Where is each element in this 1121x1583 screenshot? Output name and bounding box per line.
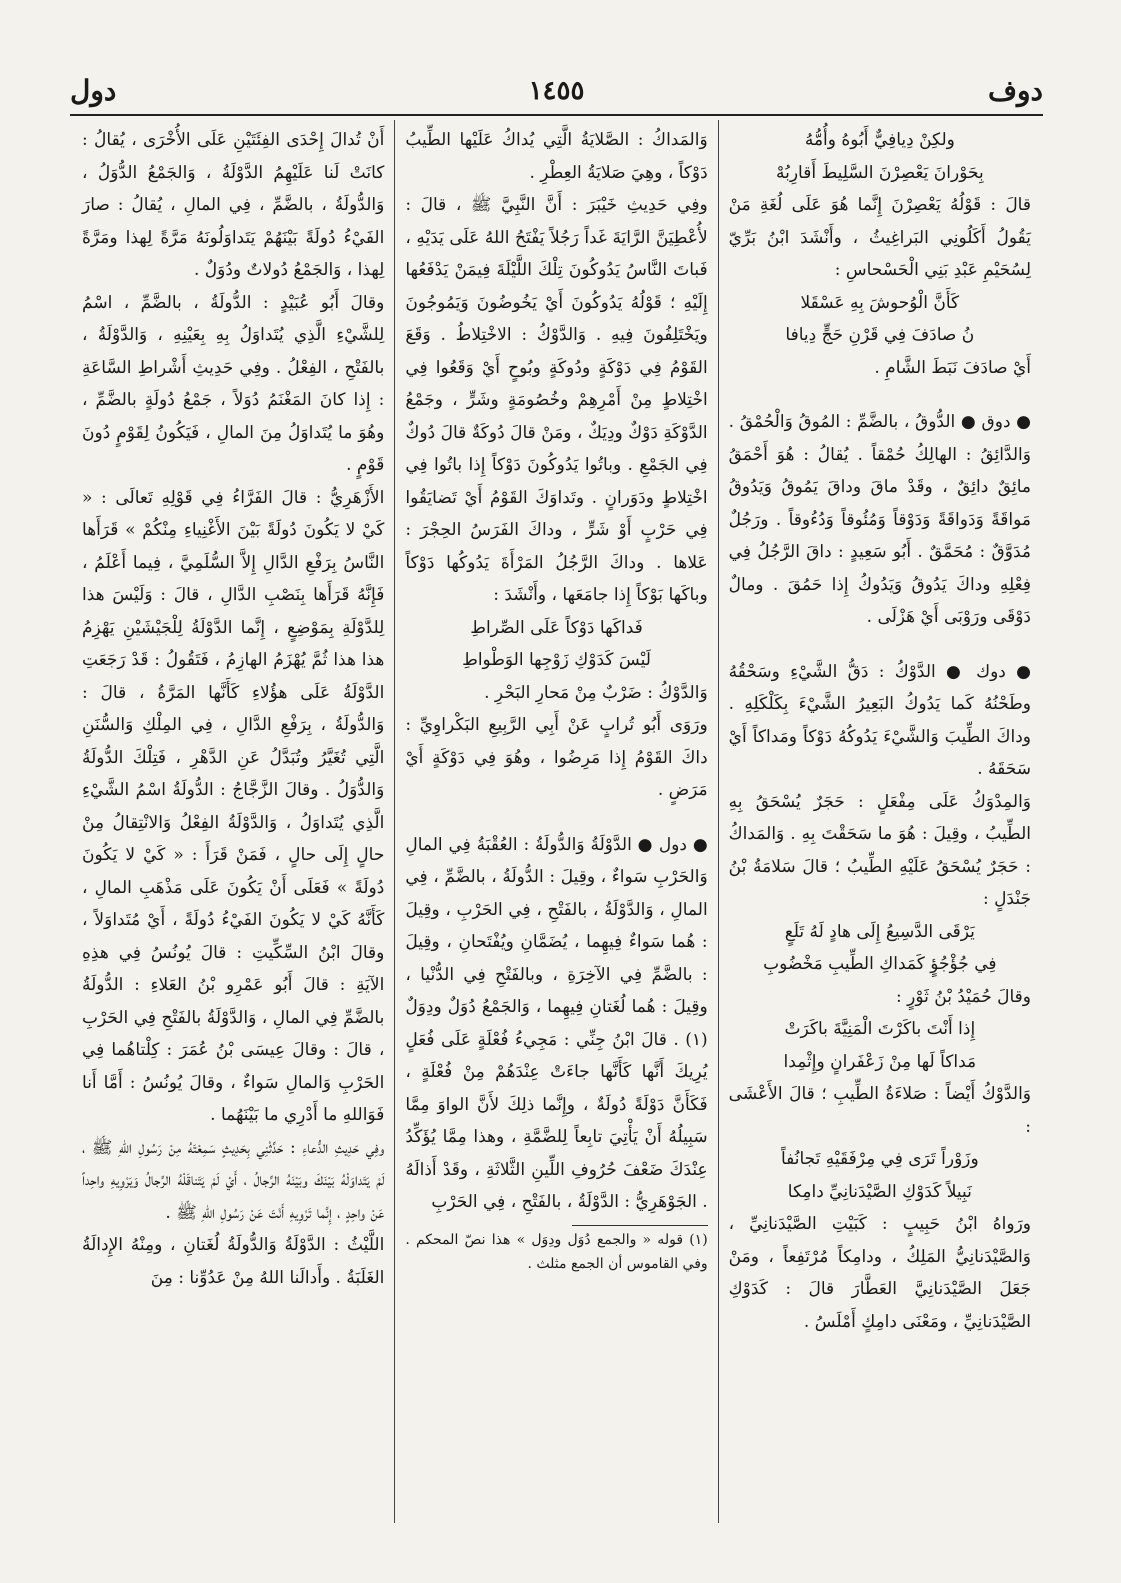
- verse-line: وزَوْراً تَرَى فِي مِرْفَقَيْهِ تَجانُفاً: [780, 1149, 979, 1169]
- running-headword-right: دوف: [987, 74, 1043, 107]
- paragraph: وَالدَّوْكُ أَيْضاً : صَلاءَةُ الطِّيبِ ؛ قالَ الأَعْشَى :: [728, 1084, 1031, 1137]
- paragraph: اللَّيْثُ : الدَّوْلَةُ وَالدُّولَةُ لُغَتانِ ، ومِنْهُ الإِدالَةُ الغَلَبَةُ . وأَدالَنا اللهُ مِنْ عَدُوِّنا : مِنَ: [82, 1235, 385, 1288]
- verse-line: نَبِيلاً كَدَوْكِ الصَّيْدَنانِيِّ دامِكا: [787, 1181, 972, 1202]
- paragraph: وفِي حَدِيثِ خَيْبَرَ : أَنَّ النَّبِيَّ ﷺ ، قالَ : لأُعْطِيَنَّ الرَّايَةَ غَداً رَجُلاً يَفْتَحُ اللهُ عَلَى يَدَيْهِ ، فَباتَ النَّاسُ يَدُوكُونَ تِلْكَ اللَّيْلَةَ فِيمَنْ يَدْفَعُها إِلَيْهِ ؛ قَوْلُهُ يَدُوكُونَ أَيْ يَخُوضُونَ وَيَمُوجُونَ ويَخْتَلِفُونَ فِيهِ . وَالدَّوْكُ : الاخْتِلاطُ . وَقَعَ القَوْمُ فِي دَوْكَةٍ ودُوكَةٍ وبُوحٍ أَيْ وَقَعُوا فِي اخْتِلاطٍ مِنْ أَمْرِهِمْ وخُصُومَةٍ وشَرٍّ ، وجَمْعُ الدَّوْكَةِ دَوْكٌ ودِيَكٌ ، ومَنْ قالَ دُوكَةٌ قالَ دُوكٌ فِي الجَمْعِ . وباتُوا يَدُوكُونَ دَوْكاً إِذا باتُوا فِي اخْتِلاطٍ ودَوَرانٍ . وتَداوَكَ القَوْمُ أَيْ تَضايَقُوا فِي حَرْبٍ أَوْ شَرٍّ ، وداكَ الفَرَسُ الحِجْرَ : عَلاها . وداكَ الرَّجُلُ المَرْأَةَ يَدُوكُها دَوْكاً وباكَها بَوْكاً إِذا جامَعَها ، وأَنْشَدَ :: [405, 195, 708, 605]
- paragraph: وقالَ أَبُو عُبَيْدٍ : الدُّولَةُ ، بالضَّمِّ ، اسْمُ لِلشَّيْءِ الَّذِي يُتَداوَلُ بِهِ بِعَيْنِهِ ، وَالدَّوْلَةُ ، بالفَتْحِ ، الفِعْلُ . وفِي حَدِيثِ أَشْراطِ السَّاعَةِ : إِذا كانَ المَغْنَمُ دُوَلاً ، جَمْعُ دُولَةٍ بالضَّمِّ ، وهُوَ ما يُتَداوَلُ مِنَ المالِ ، فَيَكُونُ لِقَوْمٍ دُونَ قَوْمٍ .: [82, 292, 385, 475]
- footnote: (١) قوله « والجمع دُوَل ودِوَل » هذا نصّ المحكم . وفي القاموس أن الجمع مثلث .: [405, 1231, 708, 1272]
- running-headword-left: دول: [70, 74, 117, 107]
- verse-line: مَداكاً لَها مِنْ زَعْفَرانٍ وإِثْمِدا: [783, 1051, 977, 1072]
- verse-line: بِحَوْرانَ يَعْصِرْنَ السَّلِيطَ أَقارِبُهْ: [775, 162, 984, 183]
- verse-line: نُ صادَفَ فِي قَرْنِ حَجٍّ دِيافا: [785, 325, 975, 345]
- paragraph: الأَزْهَرِيُّ : قالَ الفَرَّاءُ فِي قَوْلِهِ تَعالَى : « كَيْ لا يَكُونَ دُولَةً بَيْنَ الأَغْنِياءِ مِنْكُمْ » قَرَأَها النَّاسُ بِرَفْعِ الدَّالِ إِلاَّ السُّلَمِيَّ ، فِيما أَعْلَمُ ، فَإِنَّهُ قَرَأَها بِنَصْبِ الدَّالِ ، قالَ : وَلَيْسَ هذا لِلدَّوْلَةِ بِمَوْضِعٍ ، إِنَّما الدَّوْلَةُ لِلْجَيْشَيْنِ يَهْزِمُ هذا هذا ثُمَّ يُهْزَمُ الهازِمُ ، فَتَقُولُ : قَدْ رَجَعَتِ الدَّوْلَةُ عَلَى هؤُلاءِ كَأَنَّها المَرَّةُ ، قالَ : وَالدُّولَةُ ، بِرَفْعِ الدَّالِ ، فِي المِلْكِ وَالسُّنَنِ الَّتِي تُغَيَّرُ وتُبَدَّلُ عَنِ الدَّهْرِ ، فَتِلْكَ الدُّولَةُ وَالدُّوَلُ . وقالَ الزَّجَّاجُ : الدُّولَةُ اسْمُ الشَّيْءِ الَّذِي يُتَداوَلُ ، وَالدَّوْلَةُ الفِعْلُ وَالانْتِقالُ مِنْ حالٍ إِلَى حالٍ ، فَمَنْ قَرَأَ : « كَيْ لا يَكُونَ دُولَةً » فَعَلَى أَنْ يَكُونَ عَلَى مَذْهَبِ المالِ ، كَأَنَّهُ كَيْ لا يَكُونَ الفَيْءُ دُولَةً ، أَيْ مُتَداوَلاً ، وقالَ ابْنُ السِّكِّيتِ : قالَ يُونُسُ فِي هذِهِ الآيَةِ : قالَ أَبُو عَمْرِو بْنُ العَلاءِ : الدُّولَةُ بالضَّمِّ فِي المالِ ، وَالدَّوْلَةُ بالفَتْحِ فِي الحَرْبِ ، قالَ : وقالَ عِيسَى بْنُ عُمَرَ : كِلْتاهُما فِي الحَرْبِ وَالمالِ سَواءٌ ، وقالَ يُونُسُ : أَمَّا أَنا فَوَاللهِ ما أَدْرِي ما بَيْنَهُما .: [82, 487, 385, 1125]
- verse-line: فِي جُؤْجُؤٍ كَمَداكِ الطِّيبِ مَخْضُوبِ: [763, 954, 997, 974]
- paragraph: أَيْ صادَفَ نَبَطَ الشَّامِ .: [874, 357, 1031, 378]
- footnote-rule: [572, 1225, 708, 1226]
- verse-line: ولكِنْ دِيافِيٌّ أَبُوهُ وأُمُّهُ: [804, 130, 955, 150]
- paragraph: وقالَ حُمَيْدُ بْنُ ثَوْرٍ :: [896, 986, 1031, 1007]
- paragraph: ورَوَى أَبُو تُرابٍ عَنْ أَبِي الرَّبِيعِ البَكْراوِيِّ : داكَ القَوْمُ إِذا مَرِضُوا ، وهُوَ فِي دَوْكَةٍ أَيْ مَرَضٍ .: [405, 715, 708, 800]
- page-header: [70, 70, 1043, 110]
- verse-line: إِذا أَنْتَ باكَرْتَ الْمَنِيَّةَ باكَرَتْ: [784, 1019, 976, 1039]
- paragraph: قالَ : قَوْلُهُ يَعْصِرْنَ إِنَّما هُوَ عَلَى لُغَةِ مَنْ يَقُولُ أَكَلُونِي البَراغِيثُ ، وأَنْشَدَ ابْنُ بَرِّيّ لِسُحَيْمِ عَبْدِ بَنِي الْحَسْحاسِ :: [728, 195, 1031, 280]
- entry-dwq: ● دوق ● الدُّوقُ ، بالضَّمِّ : المُوقُ وَالْحُمْقُ . وَالدَّائِقُ : الهالِكُ حُمْقاً . يُقالُ : هُوَ أَحْمَقُ مائِقٌ دائِقٌ ، وقَدْ ماقَ وداقَ يَمُوقُ وَيَدُوقُ مَواقَةً وَدَواقَةً وَدَوْقاً وَمُئُوقاً وَدُءُوقاً . ورَجُلٌ مُدَوَّقٌ : مُحَمَّقٌ . أَبُو سَعِيدٍ : داقَ الرَّجُلُ فِي فِعْلِهِ وداكَ يَدُوقُ وَيَدُوكُ إِذا حَمُقَ . ومالٌ دَوْقَى ورَوْبَى أَيْ هَزْلَى .: [728, 412, 1031, 627]
- paragraph: وفِي حَدِيثِ الدُّعاءِ : حَدِّثْنِي بِحَدِيثٍ سَمِعْتَهُ مِنْ رَسُولِ اللهِ ﷺ ، لَمْ يَتَداوَلْهُ بَيْنَكَ وبَيْنَهُ الرِّجالُ ، أَيْ لَمْ يَتَناقَلْهُ الرِّجالُ وَيَرْوِيهِ واحِداً عَنْ واحِدٍ ، إِنَّما تَرْوِيهِ أَنْتَ عَنْ رَسُولِ اللهِ ﷺ .: [82, 1137, 385, 1223]
- column-right: [719, 120, 1041, 1523]
- verse-line: يَرْقَى الدَّسِيعُ إِلَى هادٍ لَهُ تَلَعٍ: [784, 921, 975, 942]
- paragraph: وَالدَّوْكُ : ضَرْبٌ مِنْ مَحارِ البَحْرِ .: [484, 682, 708, 703]
- paragraph: أَنْ تُدالَ إِحْدَى الفِئَتَيْنِ عَلَى الأُخْرَى ، يُقالُ : كانَتْ لَنا عَلَيْهِمُ الدَّوْلَةُ ، وَالجَمْعُ الدُّوَلُ ، وَالدُّولَةُ ، بالضَّمِّ ، فِي المالِ ، يُقالُ : صارَ الفَيْءُ دُولَةً بَيْنَهُمْ يَتَداوَلُونَهُ مَرَّةً لِهذا ومَرَّةً لِهذا ، وَالجَمْعُ دُولاتٌ ودُوَلٌ .: [82, 130, 385, 280]
- text-columns: [72, 120, 1041, 1523]
- paragraph: وَالمَداكُ : الصَّلايَةُ الَّتِي يُداكُ عَلَيْها الطِّيبُ دَوْكاً ، وهِيَ صَلايَةُ العِطْرِ .: [405, 130, 708, 183]
- column-middle: [395, 120, 718, 1523]
- entry-dwl: ● دول ● الدَّوْلَةُ وَالدُّولَةُ : العُقْبَةُ فِي المالِ وَالحَرْبِ سَواءٌ ، وقِيلَ : الدُّولَةُ ، بالضَّمِّ ، فِي المالِ ، وَالدَّوْلَةُ ، بالفَتْحِ ، فِي الحَرْبِ ، وقِيلَ : هُما سَواءٌ فِيهِما ، يُضَمَّانِ ويُفْتَحانِ ، وقِيلَ : بالضَّمِّ فِي الآخِرَةِ ، وبالفَتْحِ فِي الدُّنْيا ، وقِيلَ : هُما لُغَتانِ فِيهِما ، وَالجَمْعُ دُوَلٌ ودِوَلٌ (١) . قالَ ابْنُ جِنِّي : مَجِيءُ فُعْلَةٍ عَلَى فُعَلٍ يُرِيكَ أَنَّها كَأَنَّها جاءَتْ عِنْدَهُمْ مِنْ فُعْلَةٍ ، فَكَأَنَّ دَوْلَةً دُولَةٌ ، وإِنَّما ذلِكَ لأَنَّ الواوَ مِمَّا سَبِيلُهُ أَنْ يَأْتِيَ تابِعاً لِلضَّمَّةِ ، وهذا مِمَّا يُؤَكِّدُ عِنْدَكَ ضَعْفَ حُرُوفِ اللِّينِ الثَّلاثَةِ ، وقَدْ أَذالَهُ . الجَوْهَرِيُّ : الدَّوْلَةُ ، بالفَتْحِ ، فِي الحَرْبِ: [405, 834, 708, 1212]
- paragraph: ورَواهُ ابْنُ حَبِيبٍ : كَبَيْتِ الصَّيْدَنانِيِّ ، وَالصَّيْدَنانِيُّ المَلِكُ ، ودامِكاً مُرْتَفِعاً ، ومَنْ جَعَلَ الصَّيْدَنانِيَّ العَطَّارَ قالَ : كَدَوْكِ الصَّيْدَنانِيِّ ، ومَعْنَى دامِكٍ أَمْلَسُ .: [728, 1214, 1031, 1332]
- verse-line: كَأَنَّ الْوُحوشَ بِهِ عَسْقَلا: [800, 292, 960, 313]
- verse-line: فَداكَها دَوْكاً عَلَى الصِّراطِ: [470, 617, 643, 638]
- header-rule: [70, 114, 1043, 116]
- entry-dwk: ● دوك ● الدَّوْكُ : دَقُّ الشَّيْءِ وسَحْقُهُ وطَحْنُهُ كَما يَدُوكُ البَعِيرُ الشَّيْءَ بِكَلْكَلِهِ . وداكَ الطِّيبَ وَالشَّيْءَ يَدُوكُهُ دَوْكاً ومَداكاً أَيْ سَحَقَهُ .: [728, 661, 1031, 779]
- paragraph: وَالمِدْوَكُ عَلَى مِفْعَلٍ : حَجَرٌ يُسْحَقُ بِهِ الطِّيبُ ، وقِيلَ : هُوَ ما سَحَقْتَ بِهِ . وَالمَداكُ : حَجَرٌ يُسْحَقُ عَلَيْهِ الطِّيبُ ؛ قالَ سَلامَةُ بْنُ جَنْدَلٍ :: [728, 791, 1031, 909]
- column-left: [72, 120, 395, 1523]
- page-number: ١٤٥٥: [528, 76, 585, 106]
- verse-line: لَيْسَ كَدَوْكِ زَوْجِها الوَطْواطِ: [462, 650, 651, 670]
